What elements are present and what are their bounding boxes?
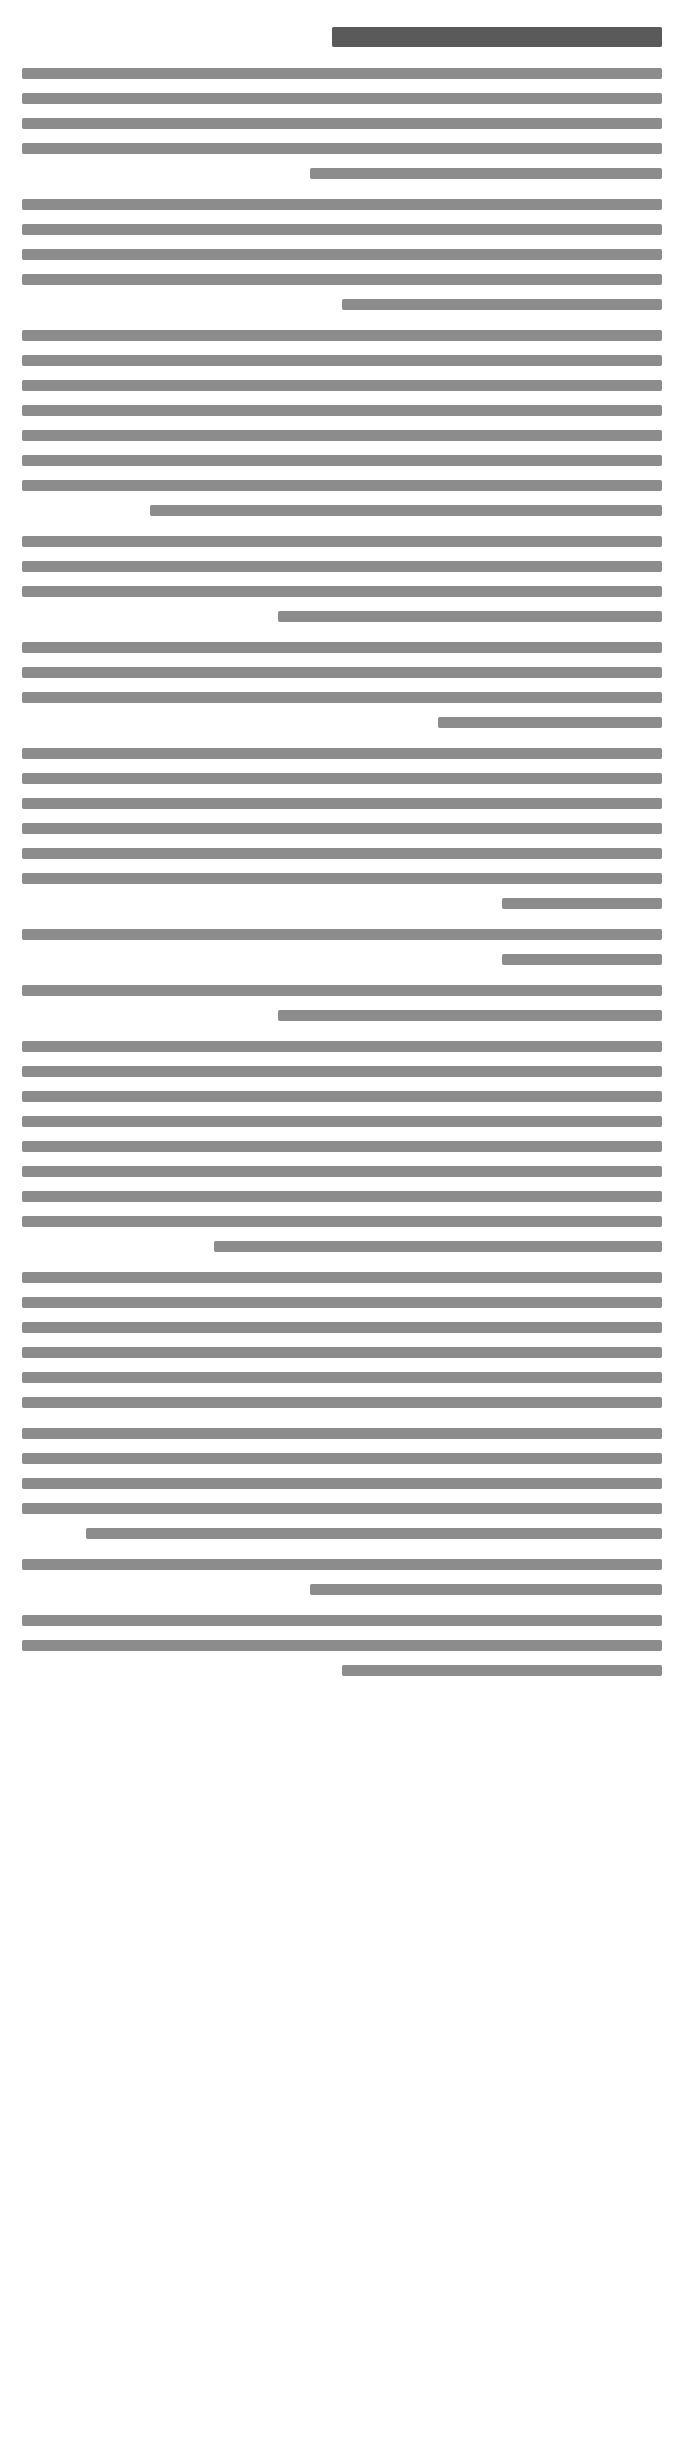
text-line-placeholder (22, 692, 662, 703)
text-line-placeholder (22, 199, 662, 210)
paragraph (22, 748, 662, 909)
text-line-placeholder (22, 1322, 662, 1333)
text-line-placeholder (22, 1191, 662, 1202)
text-line-placeholder (150, 505, 662, 516)
paragraph (22, 536, 662, 622)
text-line-placeholder (22, 224, 662, 235)
text-line-placeholder (278, 611, 662, 622)
text-line-placeholder (22, 1216, 662, 1227)
text-line-placeholder (22, 798, 662, 809)
text-line-placeholder (22, 480, 662, 491)
paragraph (22, 1272, 662, 1408)
text-line-placeholder (22, 1297, 662, 1308)
text-line-placeholder (310, 1584, 662, 1595)
text-line-placeholder (22, 1041, 662, 1052)
paragraph (22, 1428, 662, 1539)
text-line-placeholder (502, 954, 662, 965)
paragraph (22, 330, 662, 516)
text-line-placeholder (22, 274, 662, 285)
text-line-placeholder (22, 1272, 662, 1283)
text-line-placeholder (22, 1453, 662, 1464)
paragraph (22, 199, 662, 310)
text-line-placeholder (22, 1116, 662, 1127)
text-line-placeholder (22, 330, 662, 341)
text-line-placeholder (22, 1559, 662, 1570)
text-line-placeholder (22, 873, 662, 884)
paragraph (22, 642, 662, 728)
text-line-placeholder (22, 667, 662, 678)
text-line-placeholder (86, 1528, 662, 1539)
text-line-placeholder (22, 1503, 662, 1514)
text-line-placeholder (22, 93, 662, 104)
text-line-placeholder (22, 848, 662, 859)
text-line-placeholder (22, 455, 662, 466)
text-line-placeholder (22, 1397, 662, 1408)
text-line-placeholder (22, 773, 662, 784)
text-line-placeholder (22, 1372, 662, 1383)
text-line-placeholder (22, 1347, 662, 1358)
paragraph (22, 985, 662, 1021)
paragraph (22, 929, 662, 965)
text-line-placeholder (22, 1478, 662, 1489)
paragraph (22, 1041, 662, 1252)
paragraph (22, 1615, 662, 1676)
text-line-placeholder (310, 168, 662, 179)
text-line-placeholder (22, 68, 662, 79)
article-title (22, 18, 662, 56)
text-line-placeholder (342, 1665, 662, 1676)
text-line-placeholder (342, 299, 662, 310)
text-line-placeholder (502, 898, 662, 909)
text-line-placeholder (22, 1428, 662, 1439)
text-line-placeholder (22, 536, 662, 547)
text-line-placeholder (22, 1166, 662, 1177)
text-line-placeholder (22, 1640, 662, 1651)
text-line-placeholder (22, 586, 662, 597)
article-body (22, 68, 662, 1676)
text-line-placeholder (22, 929, 662, 940)
text-line-placeholder (22, 1141, 662, 1152)
text-line-placeholder (22, 823, 662, 834)
text-line-placeholder (22, 355, 662, 366)
text-line-placeholder (22, 249, 662, 260)
text-line-placeholder (22, 1615, 662, 1626)
text-line-placeholder (438, 717, 662, 728)
text-line-placeholder (22, 561, 662, 572)
text-line-placeholder (22, 642, 662, 653)
text-line-placeholder (278, 1010, 662, 1021)
text-line-placeholder (22, 143, 662, 154)
text-line-placeholder (22, 430, 662, 441)
paragraph (22, 1559, 662, 1595)
title-placeholder (332, 27, 662, 47)
text-line-placeholder (22, 1091, 662, 1102)
text-line-placeholder (22, 985, 662, 996)
text-line-placeholder (22, 748, 662, 759)
text-line-placeholder (22, 380, 662, 391)
text-line-placeholder (22, 118, 662, 129)
paragraph (22, 68, 662, 179)
text-line-placeholder (22, 1066, 662, 1077)
text-line-placeholder (22, 405, 662, 416)
text-line-placeholder (214, 1241, 662, 1252)
